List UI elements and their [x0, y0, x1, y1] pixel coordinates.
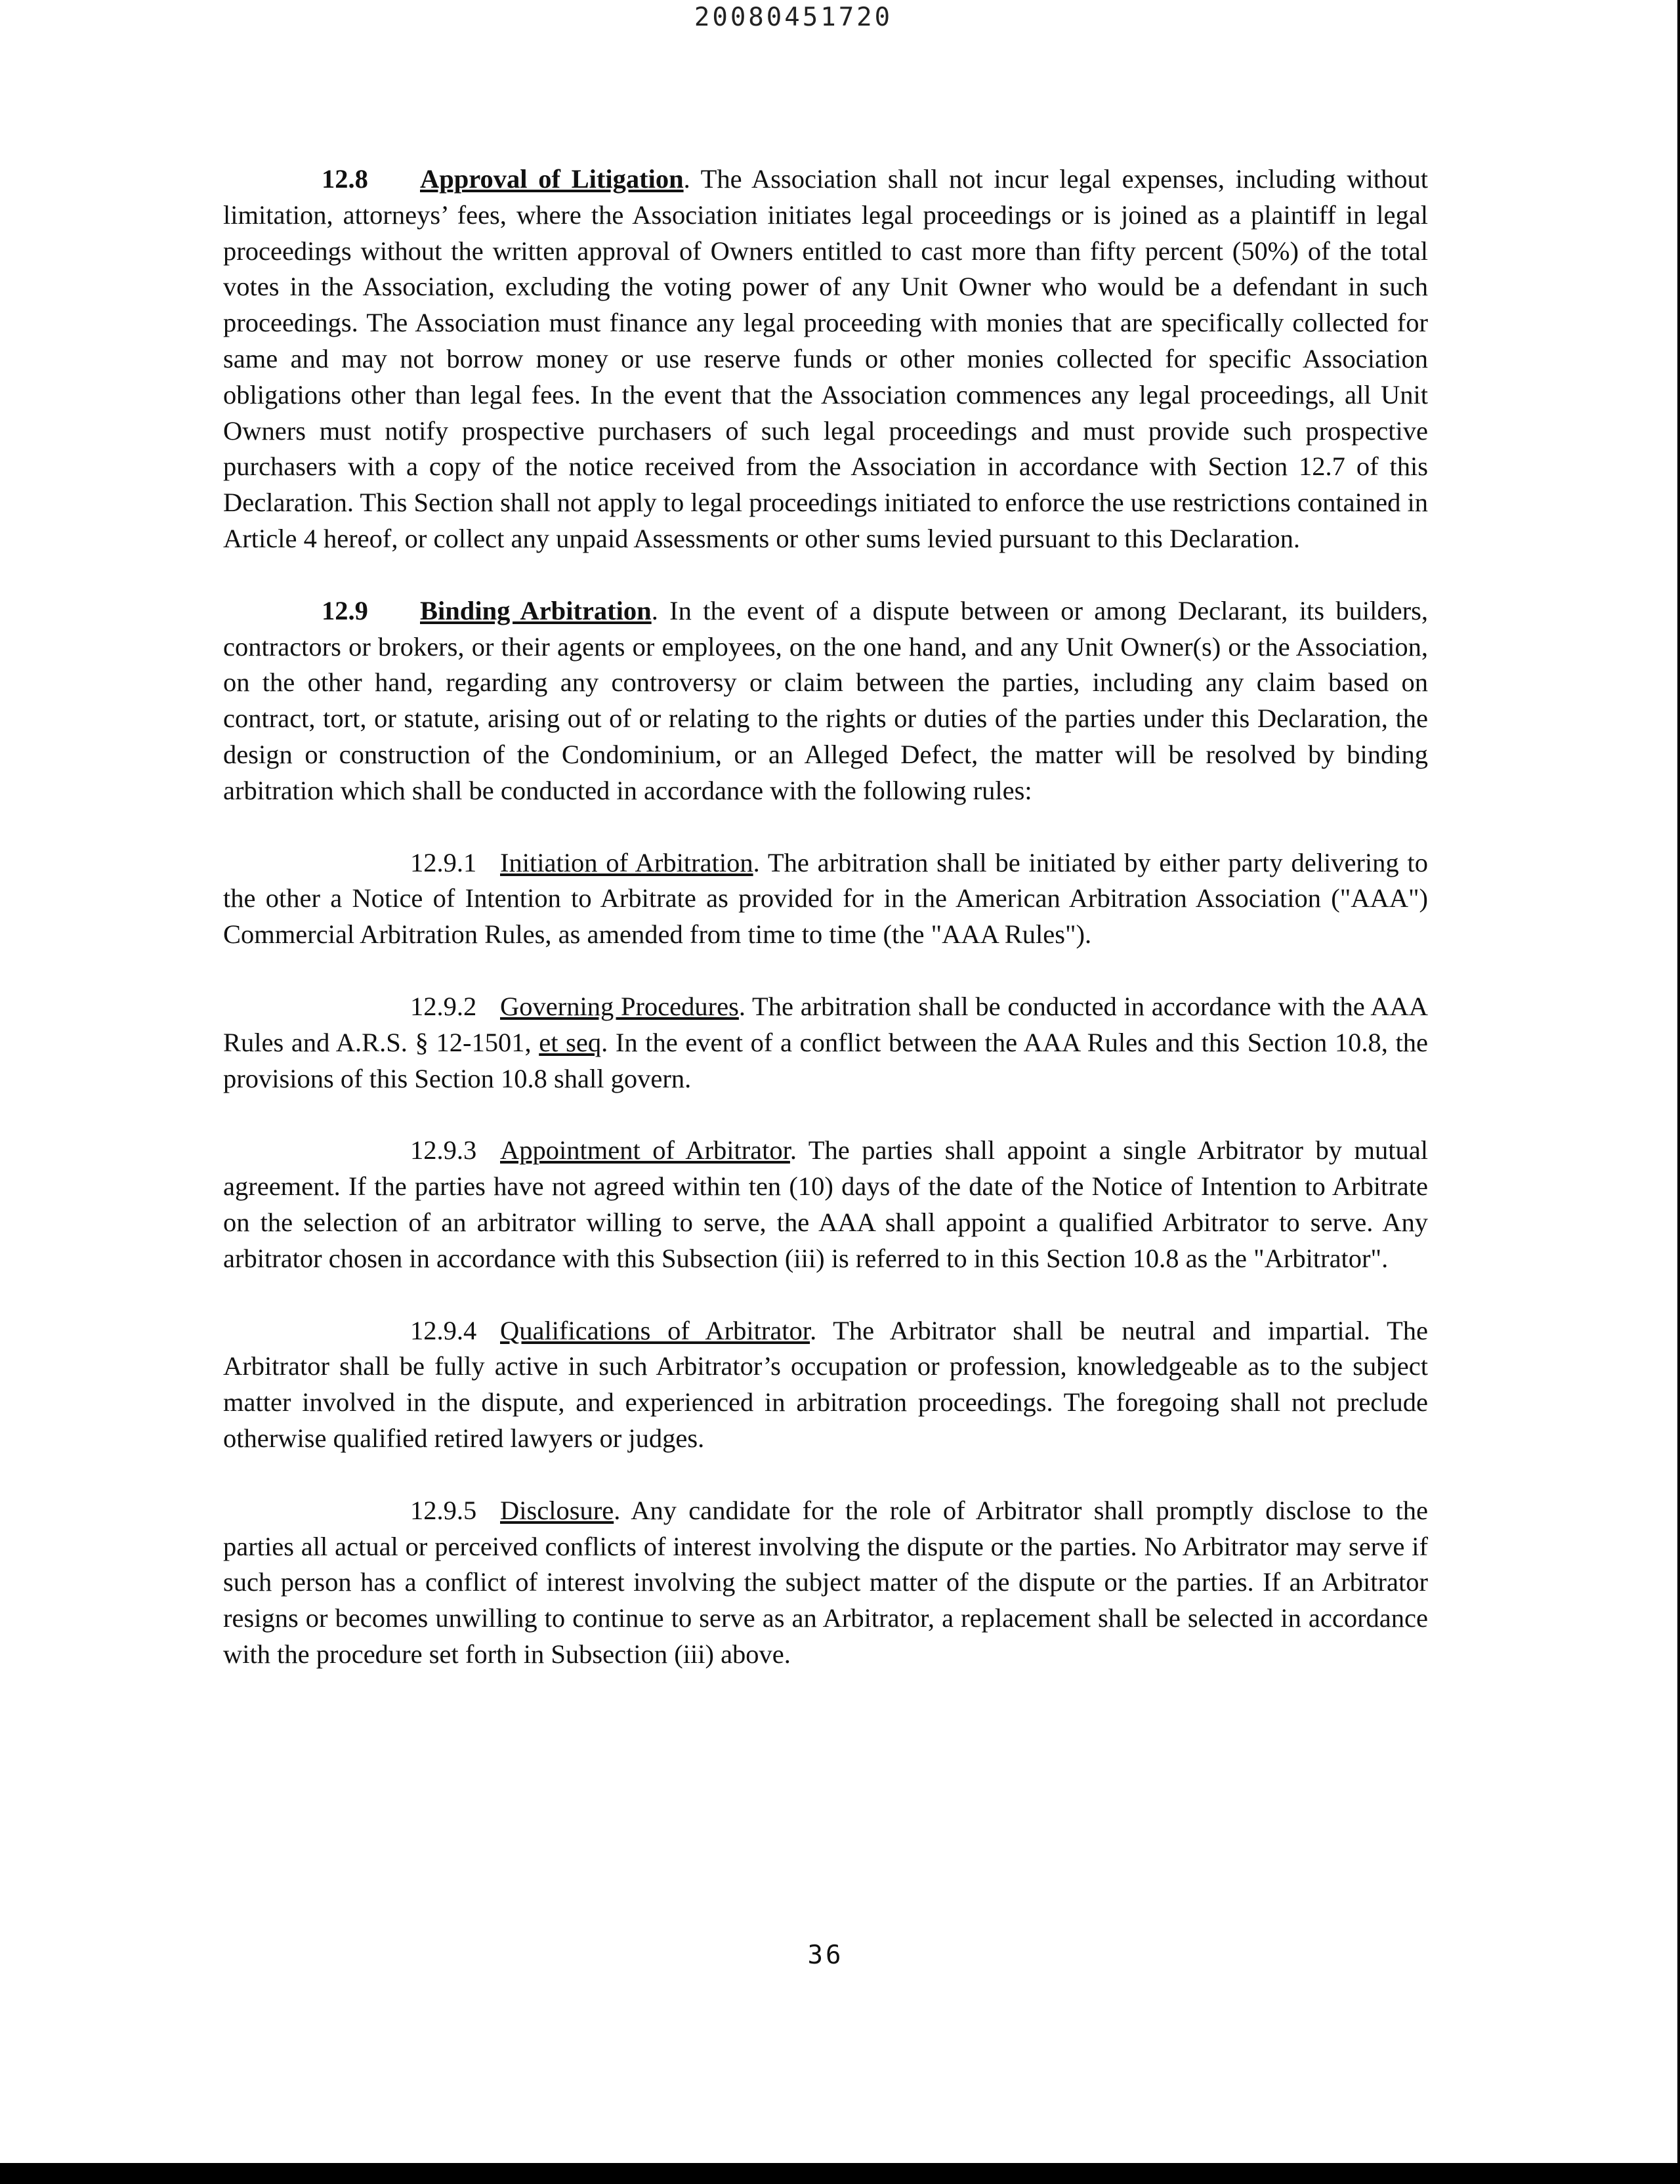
subsection-12-9-5 — [223, 1493, 1428, 1673]
subsection-number: 12.9.3 — [410, 1135, 477, 1166]
section-heading: Binding Arbitration — [420, 595, 652, 625]
section-text: . The Association shall not incur legal expenses, including without limitation, attorneys’ fees, where the Association initiates legal proceedings or is joined as a plaintiff in legal proceedings without the written approval of Owners entitled to cast more than fifty percent (50%) of the total votes in the Association, excluding the voting power of any Unit Owner who would be a defendant in such proceedings. The Association must finance any legal proceeding with monies that are specifically collected for same and may not borrow money or use reserve funds or other monies collected for specific Association obligations other than legal fees. In the event that the Association commences any legal proceedings, all Unit Owners must notify prospective purchasers of such legal proceedings and must provide such prospective purchasers with a copy of the notice received from the Association in accordance with Section 12.7 of this Declaration. This Section shall not apply to legal proceedings initiated to enforce the use restrictions contained in Article 4 hereof, or collect any unpaid Assessments or other sums levied pursuant to this Declaration. — [223, 164, 1429, 553]
subsection-number: 12.9.2 — [410, 991, 477, 1021]
subsection-text-continued: . In the event of a conflict between the AAA Rules and this Section 10.8, the provisions of this Section 10.8 shall govern. — [223, 1027, 1428, 1093]
subsection-heading: Qualifications of Arbitrator — [500, 1315, 810, 1345]
subsection-heading: Governing Procedures — [500, 991, 739, 1021]
latin-term: et seq — [539, 1027, 602, 1057]
subsection-12-9-2 — [223, 989, 1428, 1097]
subsection-heading: Initiation of Arbitration — [500, 847, 753, 877]
subsection-12-9-1 — [223, 845, 1428, 953]
subsection-text: . The Arbitrator shall be neutral and impartial. The Arbitrator shall be fully active in such Arbitrator’s occupation or profession, knowledgeable as to the subject matter involved in the dispute, and experienced in arbitration proceedings. The foregoing shall not preclude otherwise qualified retired lawyers or judges. — [223, 1315, 1428, 1453]
page-number: 36 — [807, 1941, 844, 1970]
subsection-heading: Appointment of Arbitrator — [500, 1135, 790, 1166]
section-heading: Approval of Litigation — [420, 164, 684, 194]
document-body — [223, 161, 1428, 1709]
section-number: 12.9 — [322, 595, 368, 625]
scan-edge-line — [1677, 0, 1680, 2184]
section-text: . In the event of a dispute between or among Declarant, its builders, contractors or brokers, or their agents or employees, on the one hand, and any Unit Owner(s) or the Association, on the other hand, regarding any controversy or claim between the parties, including any claim based on contract, tort, or statute, arising out of or relating to the rights or duties of the parties under this Declaration, the design or construction of the Condominium, or an Alleged Defect, the matter will be resolved by binding arbitration which shall be conducted in accordance with the following rules: — [223, 595, 1428, 805]
subsection-12-9-3 — [223, 1133, 1428, 1276]
document-number: 20080451720 — [694, 3, 893, 32]
subsection-text: . The parties shall appoint a single Arbitrator by mutual agreement. If the parties have not agreed within ten (10) days of the date of the Notice of Intention to Arbitrate on the selection of an arbitrator willing to serve, the AAA shall appoint a qualified Arbitrator to serve. Any arbitrator chosen in accordance with this Subsection (iii) is referred to in this Section 10.8 as the "Arbitrator". — [223, 1135, 1428, 1273]
subsection-number: 12.9.1 — [410, 847, 477, 877]
subsection-heading: Disclosure — [500, 1495, 614, 1525]
subsection-text: . The arbitration shall be initiated by either party delivering to the other a Notice of Intention to Arbitrate as provided for in the American Arbitration Association ("AAA") Commercial Arbitration Rules, as amended from time to time (the "AAA Rules"). — [223, 847, 1429, 950]
section-12-8 — [223, 161, 1428, 557]
subsection-text: . The arbitration shall be conducted in accordance with the AAA Rules and A.R.S. § 12-1501, — [223, 991, 1428, 1057]
scan-bottom-border — [0, 2163, 1680, 2184]
section-12-9 — [223, 593, 1428, 809]
subsection-12-9-4 — [223, 1313, 1428, 1457]
subsection-text: . Any candidate for the role of Arbitrator shall promptly disclose to the parties all actual or perceived conflicts of interest involving the dispute or the parties. No Arbitrator may serve if such person has a conflict of interest involving the subject matter of the dispute or the parties. If an Arbitrator resigns or becomes unwilling to continue to serve as an Arbitrator, a replacement shall be selected in accordance with the procedure set forth in Subsection (iii) above. — [223, 1495, 1428, 1669]
subsection-number: 12.9.4 — [410, 1315, 477, 1345]
subsection-number: 12.9.5 — [410, 1495, 477, 1525]
section-number: 12.8 — [322, 164, 368, 194]
